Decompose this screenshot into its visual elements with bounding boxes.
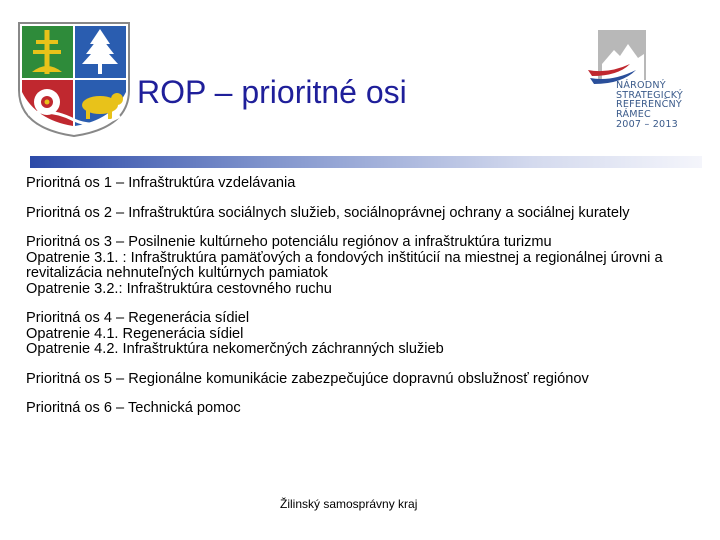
coat-of-arms-logo: [16, 20, 132, 138]
priority-heading: Prioritná os 2 – Infraštruktúra sociálnych služieb, sociálnoprávnej ochrany a sociálnej kurately: [26, 204, 630, 221]
priority-list: [26, 176, 706, 417]
priority-heading: Prioritná os 5 – Regionálne komunikácie zabezpečujúce dopravnú obslužnosť regiónov: [26, 370, 589, 387]
logo-line: NÁRODNÝ: [616, 80, 666, 91]
page-title: ROP – prioritné osi: [137, 74, 407, 110]
priority-heading: Prioritná os 3 – Posilnenie kultúrneho potenciálu regiónov a infraštruktúra turizmu: [26, 234, 552, 250]
measure-item: Opatrenie 3.2.: Infraštruktúra cestovného ruchu: [26, 280, 332, 297]
measure-item: Opatrenie 4.1. Regenerácia sídiel: [26, 325, 244, 342]
nsrr-logo-text: [616, 81, 696, 130]
logo-line: RÁMEC: [616, 109, 651, 121]
logo-line: REFERENČNÝ: [616, 99, 682, 111]
measure-item: Opatrenie 4.2. Infraštruktúra nekomerčných záchranných služieb: [26, 341, 444, 357]
footer-text: Žilinský samosprávny kraj: [280, 497, 418, 511]
priority-heading: Prioritná os 1 – Infraštruktúra vzdelávania: [26, 175, 296, 191]
measure-item: Opatrenie 3.1. : Infraštruktúra pamäťových a fondových inštitúcií na miestnej a regionálnej úrovni a revitalizácia nehnuteľných kultúrnych pamiatok: [26, 249, 663, 281]
title-divider: [30, 156, 702, 168]
priority-heading: Prioritná os 4 – Regenerácia sídiel: [26, 310, 250, 326]
logo-line: STRATEGICKÝ: [616, 89, 683, 101]
priority-heading: Prioritná os 6 – Technická pomoc: [26, 400, 241, 416]
logo-line: 2007 – 2013: [616, 118, 678, 130]
